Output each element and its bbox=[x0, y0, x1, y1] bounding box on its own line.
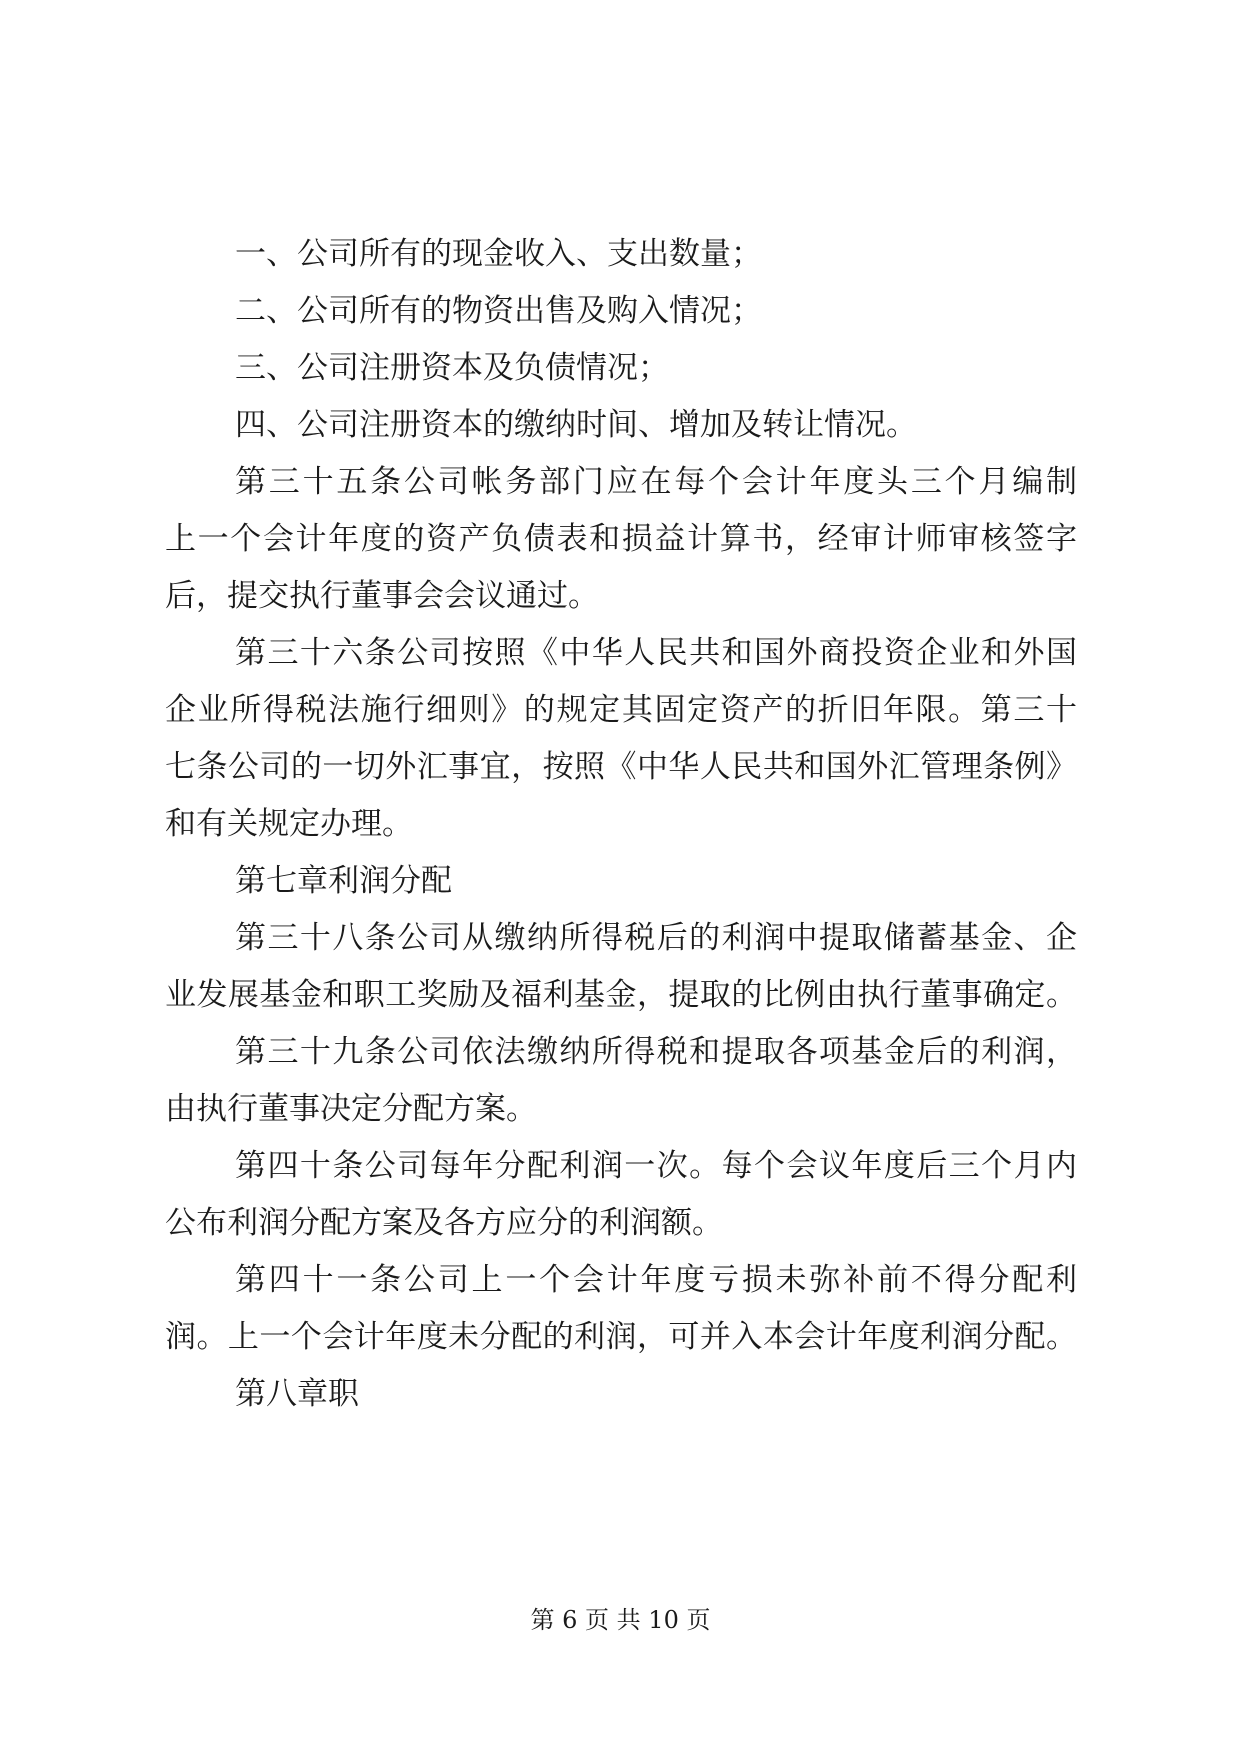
list-item-1: 一、公司所有的现金收入、支出数量； bbox=[235, 236, 762, 272]
article-36-line-2: 企业所得税法施行细则》的规定其固定资产的折旧年限。第三十 bbox=[165, 692, 1077, 728]
article-36-line-1: 第三十六条公司按照《中华人民共和国外商投资企业和外国 bbox=[235, 635, 1077, 671]
article-41-line-2: 润。上一个会计年度未分配的利润，可并入本会计年度利润分配。 bbox=[165, 1319, 1077, 1355]
article-40-line-2: 公布利润分配方案及各方应分的利润额。 bbox=[165, 1205, 723, 1241]
article-38-line-2: 业发展基金和职工奖励及福利基金，提取的比例由执行董事确定。 bbox=[165, 977, 1077, 1013]
article-35-line-2: 上一个会计年度的资产负债表和损益计算书，经审计师审核签字 bbox=[165, 521, 1077, 557]
article-41-line-1: 第四十一条公司上一个会计年度亏损未弥补前不得分配利 bbox=[235, 1262, 1077, 1298]
document-body bbox=[165, 226, 1077, 1423]
chapter-8-heading: 第八章职 bbox=[235, 1376, 359, 1412]
article-35-line-3: 后，提交执行董事会会议通过。 bbox=[165, 578, 599, 614]
chapter-7-heading: 第七章利润分配 bbox=[235, 863, 452, 899]
list-item-3: 三、公司注册资本及负债情况； bbox=[235, 350, 669, 386]
article-40-line-1: 第四十条公司每年分配利润一次。每个会议年度后三个月内 bbox=[235, 1148, 1077, 1184]
article-39-line-2: 由执行董事决定分配方案。 bbox=[165, 1091, 537, 1127]
article-36-line-3: 七条公司的一切外汇事宜，按照《中华人民共和国外汇管理条例》 bbox=[165, 749, 1077, 785]
article-38-line-1: 第三十八条公司从缴纳所得税后的利润中提取储蓄基金、企 bbox=[235, 920, 1077, 956]
list-item-4: 四、公司注册资本的缴纳时间、增加及转让情况。 bbox=[235, 407, 917, 443]
article-39-line-1: 第三十九条公司依法缴纳所得税和提取各项基金后的利润， bbox=[235, 1034, 1077, 1070]
article-36-line-4: 和有关规定办理。 bbox=[165, 806, 413, 842]
article-35-line-1: 第三十五条公司帐务部门应在每个会计年度头三个月编制 bbox=[235, 464, 1077, 500]
list-item-2: 二、公司所有的物资出售及购入情况； bbox=[235, 293, 762, 329]
page-number-footer: 第 6 页 共 10 页 bbox=[530, 1606, 711, 1634]
